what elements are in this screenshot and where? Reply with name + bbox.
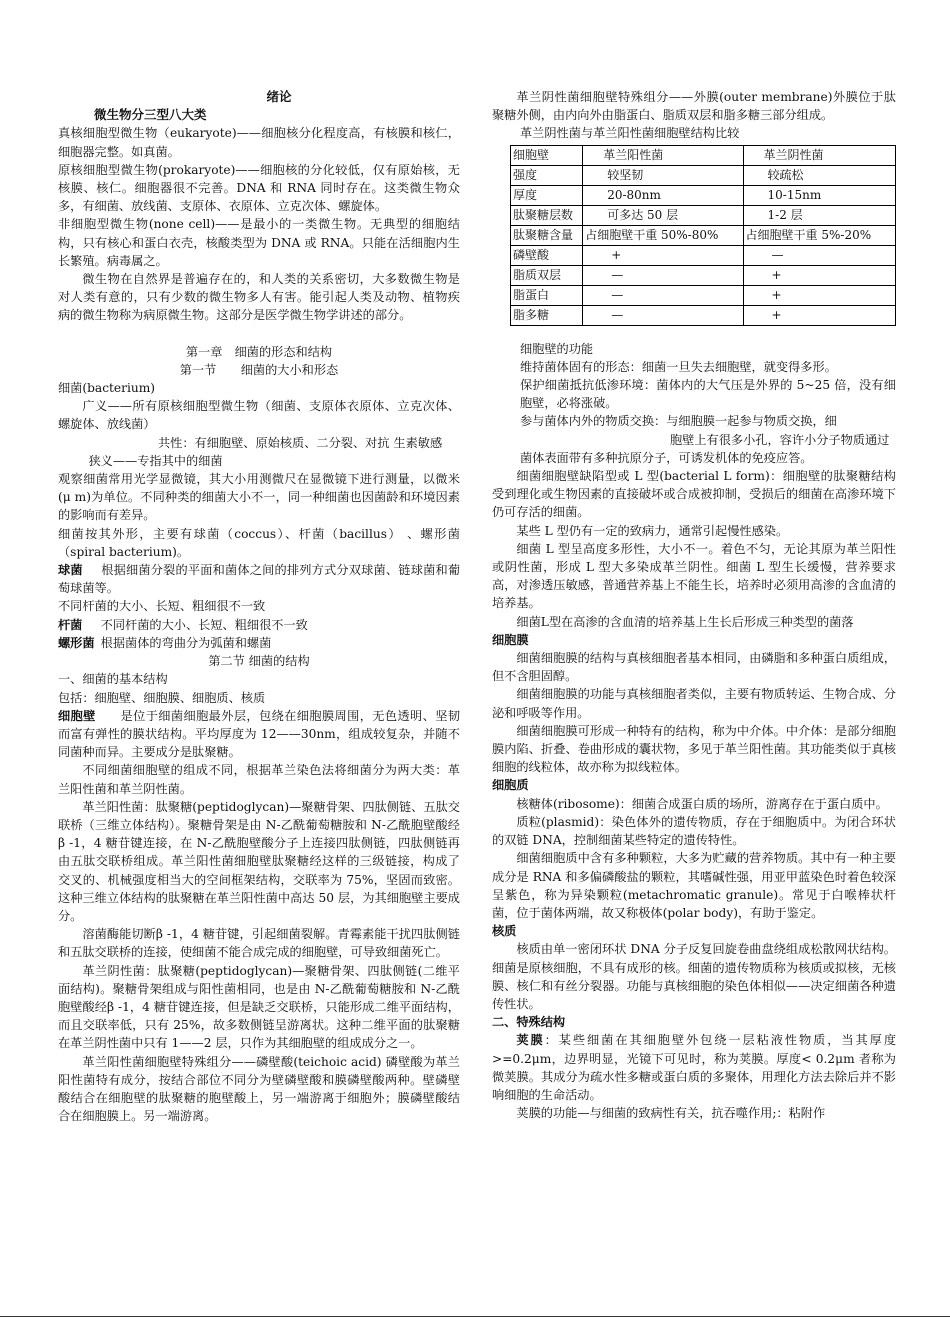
section-heading-2: 第二节 细菌的结构 bbox=[208, 654, 310, 669]
table-row bbox=[511, 205, 896, 225]
table-row bbox=[511, 265, 896, 285]
gram-negative-paragraph: 革兰阴性菌：肽聚糖(peptidoglycan)—聚糖骨架、四肽侧链(二维平面结构)。聚糖骨架组成与阳性菌相同，也是由 N-乙酰葡萄糖胺和 N-乙酰胞壁酸经β -1，4 糖苷键连接，但是缺乏交联桥，只能形成二维平面结构，而且交联率低，只有 25%，故多数侧链呈游离状。这种二维平面的肽聚糖在革兰阴性菌中只有 1——2 层，只作为其细胞壁的组成成分之一。 bbox=[58, 963, 460, 1051]
table-cell: 较坚韧 bbox=[583, 165, 743, 185]
cell-wall-label: 细胞壁 bbox=[58, 708, 96, 723]
rod-text: 不同杆菌的大小、长短、粗细很不一致 bbox=[100, 617, 308, 632]
capsule-paragraph bbox=[492, 1031, 896, 1104]
section-heading-1: 第一节 细菌的大小和形态 bbox=[179, 362, 339, 377]
table-row bbox=[511, 245, 896, 265]
table-cell: 1-2 层 bbox=[743, 205, 895, 225]
special-structure-heading: 二、特殊结构 bbox=[492, 1015, 566, 1030]
microbe-paragraph: 微生物在自然界是普遍存在的，和人类的关系密切，大多数微生物是对人类有意的，只有少数的微生物多人有害。能引起人类及动物、植物疾病的微生物称为病原微生物。这部分是医学微生物学讲述的部分。 bbox=[58, 272, 460, 323]
ribosome-paragraph: 核糖体(ribosome)：细菌合成蛋白质的场所，游离存在于蛋白质中。 bbox=[516, 796, 888, 811]
table-cell: 较疏松 bbox=[743, 165, 895, 185]
table-cell: — bbox=[583, 265, 743, 285]
table-row bbox=[511, 165, 896, 185]
table-cell: — bbox=[583, 305, 743, 325]
table-cell: + bbox=[743, 265, 895, 285]
table-header-cell: 革兰阳性菌 bbox=[583, 145, 743, 165]
coccus-text: 根据细菌分裂的平面和菌体之间的排列方式分双球菌、链球菌和葡萄球菌等。 bbox=[58, 563, 461, 596]
gram-paragraph: 不同细菌细胞壁的组成不同，根据革兰染色法将细菌分为两大类：革兰阳性菌和革兰阴性菌。 bbox=[58, 763, 460, 796]
table-cell: 脂多糖 bbox=[511, 305, 583, 325]
left-column bbox=[58, 88, 460, 1125]
table-row bbox=[511, 305, 896, 325]
cell-wall-text: 是位于细菌细胞最外层，包绕在细胞膜周围，无色透明、坚韧而富有弹性的膜状结构。平均厚度为 12——30nm，组成较复杂，并随不同菌种而异。主要成分是肽聚糖。 bbox=[58, 708, 461, 760]
spiral-label: 螺形菌 bbox=[58, 635, 95, 650]
broad-definition: 广义——所有原核细胞型微生物（细菌、支原体衣原体、立克次体、螺旋体、放线菌） bbox=[58, 399, 460, 432]
table-cell: 强度 bbox=[511, 165, 583, 185]
right-column bbox=[492, 88, 896, 1122]
l-form-paragraph-4: 细菌L型在高渗的含血清的培养基上生长后形成三种类型的菌落 bbox=[516, 614, 854, 629]
capsule-function: 荚膜的功能—与细菌的致病性有关，抗吞噬作用;：粘附作 bbox=[516, 1106, 826, 1121]
membrane-paragraph-3: 细菌细胞膜可形成一种特有的结构，称为中介体。中介体：是部分细胞膜内陷、折叠、卷曲形成的囊状物，多见于革兰阳性菌。其功能类似于真核细胞的线粒体，故亦称为拟线粒体。 bbox=[492, 723, 896, 775]
coccus-paragraph bbox=[58, 561, 460, 597]
capsule-text: ：某些细菌在其细胞壁外包绕一层粘液性物质，当其厚度>=0.2μm，边界明显，光镜下可见时，称为荚膜。厚度< 0.2μm 者称为微荚膜。其成分为疏水性多糖或蛋白质的多聚体，用理化方法去除后并不影响细胞的生命活动。 bbox=[492, 1033, 897, 1102]
basic-structure-list: 包括：细胞壁、细胞膜、细胞质、核质 bbox=[58, 690, 266, 705]
l-form-paragraph-3: 细菌 L 型呈高度多形性，大小不一。着色不匀，无论其原为革兰阳性或阴性菌，形成 L 型大多染成革兰阴性。细菌 L 型生长缓慢，营养要求高，对渗透压敏感，普通营养基上不能生长，培养时必须用高渗的含血清的培养基。 bbox=[492, 541, 896, 611]
table-row bbox=[511, 285, 896, 305]
basic-structure-heading: 一、细菌的基本结构 bbox=[58, 672, 168, 687]
l-form-paragraph-1: 细菌细胞壁缺陷型或 L 型(bacterial L form)：细胞壁的肽聚糖结构受到理化或生物因素的直接破坏或合成被抑制，受损后的细菌在高渗环境下仍可存活的细菌。 bbox=[492, 469, 896, 520]
table-cell: + bbox=[743, 285, 895, 305]
table-cell: 磷壁酸 bbox=[511, 245, 583, 265]
table-caption: 革兰阴性菌与革兰阳性菌细胞壁结构比较 bbox=[520, 126, 740, 141]
wall-function-1: 维持菌体固有的形态：细菌一旦失去细胞壁，就变得多形。 bbox=[520, 359, 837, 374]
table-cell: 肽聚糖层数 bbox=[511, 205, 583, 225]
wall-function-2: 保护细菌抵抗低渗环境：菌体内的大气压是外界的 5~25 倍，没有细胞壁，必将涨破。 bbox=[520, 378, 896, 411]
membrane-paragraph-1: 细菌细胞膜的结构与真核细胞者基本相同，由磷脂和多种蛋白质组成，但不含胆固醇。 bbox=[492, 651, 896, 684]
eukaryote-paragraph: 真核细胞型微生物（eukaryote)——细胞核分化程度高，有核膜和核仁，细胞器完整。如真菌。 bbox=[58, 126, 460, 159]
observe-paragraph: 观察细菌常用光学显微镜，其大小用测微尺在显微镜下进行测量，以微米(μ m)为单位。不同种类的细菌大小不一，同一种细菌也因菌龄和环境因素的影响而有差异。 bbox=[58, 472, 460, 523]
rod-paragraph bbox=[58, 616, 460, 634]
table-cell: 脂蛋白 bbox=[511, 285, 583, 305]
wall-function-title: 细胞壁的功能 bbox=[520, 341, 594, 356]
wall-function-4: 菌体表面带有多种抗原分子，可诱发机体的免疫应答。 bbox=[520, 450, 813, 465]
l-form-paragraph-2: 某些 L 型仍有一定的致病力，通常引起慢性感染。 bbox=[516, 523, 789, 538]
lysozyme-paragraph: 溶菌酶能切断β -1，4 糖苷键，引起细菌裂解。青霉素能干扰四肽侧链和五肽交联桥的连接，使细菌不能合成完成的细胞壁，可导致细菌死亡。 bbox=[58, 927, 460, 960]
table-cell: — bbox=[583, 285, 743, 305]
table-cell: 厚度 bbox=[511, 185, 583, 205]
table-header-cell: 细胞壁 bbox=[511, 145, 583, 165]
prokaryote-paragraph: 原核细胞型微生物(prokaryote)——细胞核的分化较低，仅有原始核，无核膜、核仁。细胞器很不完善。DNA 和 RNA 同时存在。这类微生物众多，有细菌、放线菌、支原体、衣原体、立克次体、螺旋体。 bbox=[58, 162, 460, 214]
table-header-cell: 革兰阴性菌 bbox=[743, 145, 895, 165]
common-traits: 共性：有细胞壁、原始核质、二分裂、对抗 生素敏感 bbox=[158, 435, 443, 450]
rod-note: 不同杆菌的大小、长短、粗细很不一致 bbox=[58, 599, 266, 614]
intro-subtitle: 微生物分三型八大类 bbox=[94, 107, 207, 123]
cell-membrane-heading: 细胞膜 bbox=[492, 632, 529, 647]
table-header-row bbox=[511, 145, 896, 165]
table-cell: 占细胞壁干重 50%-80% bbox=[583, 225, 743, 245]
nucleoid-paragraph: 核质由单一密闭环状 DNA 分子反复回旋卷曲盘绕组成松散网状结构。细菌是原核细胞，不具有成形的核。细菌的遗传物质称为核质或拟核，无核膜、核仁和有丝分裂器。功能与真核细胞的染色体相似——决定细菌各种遗传性状。 bbox=[492, 942, 896, 1011]
granule-paragraph: 细菌细胞质中含有多种颗粒，大多为贮藏的营养物质。其中有一种主要成分是 RNA 和多偏磷酸盐的颗粒，其嗜碱性强，用亚甲蓝染色时着色较深呈紫色，称为异染颗粒(metachromatic granule)。常见于白喉棒状杆菌，位于菌体两端，故又称极体(polar body)，有助于鉴定。 bbox=[492, 851, 896, 920]
shapes-paragraph: 细菌按其外形，主要有球菌（coccus）、杆菌（bacillus） 、螺形菌（spiral bacterium)。 bbox=[58, 526, 460, 559]
noncell-paragraph: 非细胞型微生物(none cell)——是最小的一类微生物。无典型的细胞结构，只有核心和蛋白衣壳，核酸类型为 DNA 或 RNA。只能在活细胞内生长繁殖。病毒属之。 bbox=[58, 217, 460, 268]
table-cell: 20-80nm bbox=[583, 185, 743, 205]
teichoic-paragraph: 革兰阳性菌细胞壁特殊组分——磷壁酸(teichoic acid) 磷壁酸为革兰阳性菌特有成分，按结合部位不同分为壁磷壁酸和膜磷壁酸两种。壁磷壁酸结合在细胞壁的肽聚糖的胞壁酸上，另一端游离于细胞外；膜磷壁酸结合在细胞膜上。另一端游离。 bbox=[58, 1054, 460, 1124]
table-cell: + bbox=[743, 305, 895, 325]
rod-label: 杆菌 bbox=[58, 617, 83, 632]
table-cell: 可多达 50 层 bbox=[583, 205, 743, 225]
bacterium-term: 细菌(bacterium) bbox=[58, 381, 156, 396]
wall-function-3a: 参与菌体内外的物质交换：与细胞膜一起参与物质交换，细 bbox=[520, 414, 837, 429]
narrow-definition: 狭义——专指其中的细菌 bbox=[88, 453, 223, 468]
table-cell: 占细胞壁干重 5%-20% bbox=[743, 225, 895, 245]
page-bottom-rule bbox=[0, 1316, 950, 1317]
chapter-heading: 第一章 细菌的形态和结构 bbox=[185, 344, 333, 359]
cell-wall-comparison-table bbox=[510, 145, 896, 326]
table-row bbox=[511, 225, 896, 245]
spiral-text: 根据菌体的弯曲分为弧菌和螺菌 bbox=[100, 635, 272, 650]
intro-title: 绪论 bbox=[266, 89, 292, 104]
coccus-label: 球菌 bbox=[58, 563, 83, 578]
table-cell: + bbox=[583, 245, 743, 265]
table-cell: 10-15nm bbox=[743, 185, 895, 205]
spiral-paragraph bbox=[58, 634, 460, 652]
gram-positive-paragraph: 革兰阳性菌：肽聚糖(peptidoglycan)—聚糖骨架、四肽侧链、五肽交联桥（三维立体结构）。聚糖骨架是由 N-乙酰葡萄糖胺和 N-乙酰胞壁酸经β -1，4 糖苷键连接，在 N-乙酰胞壁酸分子上连接四肽侧链，四肽侧链再由五肽交联桥组成。革兰阳性菌细胞壁肽聚糖经这样的三级链接，构成了交叉的、机械强度相当大的空间框架结构，交联率为 75%，坚固而致密。这种三维立体结构的肽聚糖在革兰阳性菌中高达 50 层，为其细胞壁主要成分。 bbox=[58, 799, 460, 923]
cell-wall-paragraph bbox=[58, 707, 460, 762]
table-cell: 脂质双层 bbox=[511, 265, 583, 285]
table-cell: — bbox=[743, 245, 895, 265]
table-cell: 肽聚糖含量 bbox=[511, 225, 583, 245]
outer-membrane-paragraph: 革兰阴性菌细胞壁特殊组分——外膜(outer membrane)外膜位于肽聚糖外侧，由内向外由脂蛋白、脂质双层和脂多糖三部分组成。 bbox=[492, 90, 896, 123]
wall-function-3b: 胞壁上有很多小孔，容许小分子物质通过 bbox=[670, 432, 890, 447]
nucleoid-heading: 核质 bbox=[492, 924, 517, 939]
capsule-label: 荚膜 bbox=[516, 1033, 545, 1048]
plasmid-paragraph: 质粒(plasmid)：染色体外的遗传物质，存在于细胞质中。为闭合环状的双链 DNA，控制细菌某些特定的遗传特性。 bbox=[492, 814, 896, 848]
membrane-paragraph-2: 细菌细胞膜的功能与真核细胞者类似，主要有物质转运、生物合成、分泌和呼吸等作用。 bbox=[492, 687, 896, 720]
cytoplasm-heading: 细胞质 bbox=[492, 778, 529, 793]
table-row bbox=[511, 185, 896, 205]
